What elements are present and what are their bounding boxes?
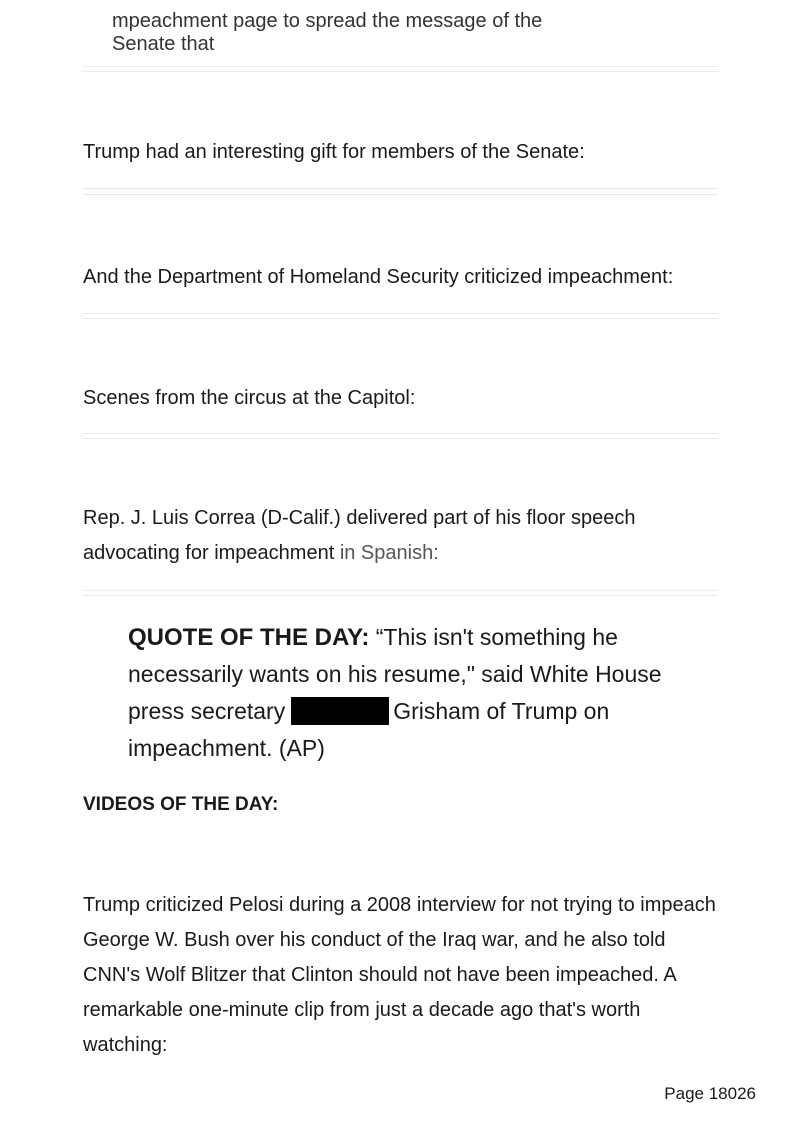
- paragraph-senate-gift: Trump had an interesting gift for members of the Senate:: [83, 141, 585, 163]
- embed-divider: [83, 433, 718, 439]
- embed-divider: [83, 313, 718, 319]
- paragraph-circus: Scenes from the circus at the Capitol:: [83, 387, 416, 409]
- embed-divider: [83, 188, 718, 195]
- quote-of-the-day: [128, 619, 688, 767]
- paragraph-videos: Trump criticized Pelosi during a 2008 interview for not trying to impeach George W. Bush over his conduct of the Iraq war, and he also told CNN's Wolf Blitzer that Clinton should not have been impeached. A remarkable one-minute clip from just a decade ago that's worth watching:: [83, 894, 716, 1056]
- correa-text: Rep. J. Luis Correa (D-Calif.) delivered part of his floor speech advocating for impeachment: [83, 507, 636, 564]
- quote-label: QUOTE OF THE DAY:: [128, 624, 370, 651]
- in-spanish-link[interactable]: in Spanish:: [339, 542, 439, 564]
- quote-text-before: “This isn't something he necessarily wants on his resume," said White House press secretary: [128, 624, 662, 724]
- videos-heading: VIDEOS OF THE DAY:: [83, 794, 279, 815]
- embed-divider: [83, 590, 718, 596]
- truncated-top-text: mpeachment page to spread the message of the Senate that: [112, 10, 543, 55]
- embed-divider: [83, 66, 718, 72]
- quote-text-after: Grisham of Trump on impeachment. (AP): [128, 698, 610, 761]
- paragraph-correa: [83, 501, 723, 571]
- paragraph-dhs: And the Department of Homeland Security criticized impeachment:: [83, 266, 674, 288]
- page-number: Page 18026: [664, 1084, 756, 1103]
- redaction-box: [291, 697, 389, 725]
